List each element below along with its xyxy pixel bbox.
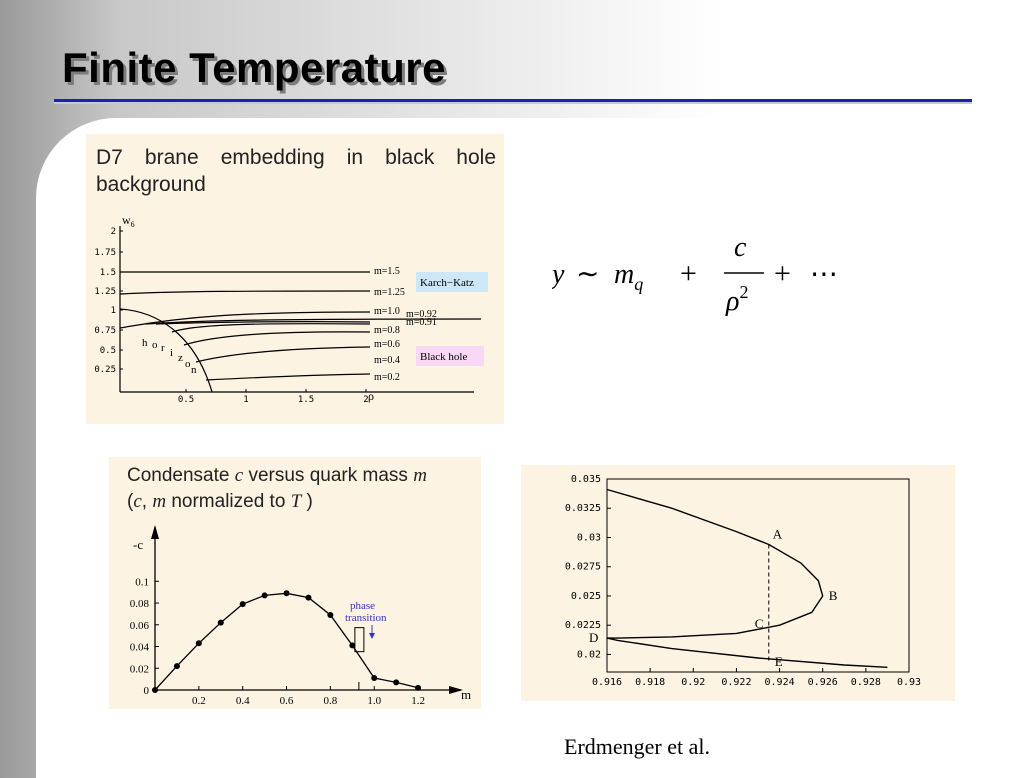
figure2-y-arrow bbox=[151, 525, 159, 539]
figure2-xtick-label: 0.2 bbox=[191, 695, 206, 707]
figure2-xtick-label: 1.0 bbox=[367, 695, 382, 707]
figure1-xtick-label: 1 bbox=[243, 395, 249, 405]
figure2-data-point bbox=[327, 612, 333, 618]
figure1-curve-m0.8 bbox=[172, 324, 370, 332]
figure2-xlabel: m bbox=[461, 687, 472, 702]
figure3-point-label: A bbox=[772, 526, 783, 542]
figure1-xtick-label: 0.5 bbox=[177, 395, 195, 405]
formula-plus-2: + bbox=[774, 257, 791, 290]
figure2-data-point bbox=[262, 592, 268, 598]
figure1-curve-label: m=0.4 bbox=[374, 355, 400, 366]
figure3-plot bbox=[521, 465, 955, 701]
formula-mq: $m_q$ bbox=[614, 259, 644, 294]
figure3-point-label: E bbox=[774, 653, 783, 669]
figure2-ytick-label: 0.08 bbox=[129, 598, 149, 611]
figure3-point-label: D bbox=[589, 630, 599, 646]
figure2-xtick-label: 0.6 bbox=[279, 695, 294, 707]
figure3-ytick-label: 0.035 bbox=[570, 474, 601, 485]
figure1-curve-label: m=0.92 bbox=[406, 309, 437, 320]
figure1-horizon-letter: h bbox=[142, 337, 148, 349]
figure1-horizon-letter: o bbox=[152, 339, 158, 351]
figure1-blackhole-label: Black hole bbox=[420, 351, 468, 363]
figure1-horizon-label bbox=[142, 337, 197, 376]
figure1-ytick-label: 0.5 bbox=[99, 346, 116, 356]
figure2-caption-line1: Condensate c versus quark mass m bbox=[127, 465, 427, 486]
figure2-data-point bbox=[218, 620, 224, 626]
figure3-point-label: B bbox=[828, 587, 838, 603]
figure1-curve-m0.6 bbox=[184, 332, 370, 345]
figure2-axes bbox=[130, 525, 463, 707]
figure2-data-point bbox=[174, 663, 180, 669]
figure1-horizon-letter: z bbox=[178, 352, 183, 364]
figure1-curve-label: m=1.5 bbox=[374, 266, 400, 277]
figure2-data-point bbox=[240, 601, 246, 607]
figure1-xlabel: ρ bbox=[368, 389, 374, 403]
figure1-xtick-label: 1.5 bbox=[297, 395, 315, 405]
figure2-annotation-arrowhead bbox=[369, 633, 375, 639]
figure3-xtick-label: 0.918 bbox=[635, 677, 666, 688]
figure1-xtick-label: 2 bbox=[363, 395, 369, 405]
figure1-ytick-label: 2 bbox=[110, 227, 116, 237]
formula-numerator: c bbox=[734, 232, 747, 263]
figure2-caption-line2: (c, m normalized to T ) bbox=[127, 491, 313, 512]
figure3-xtick-label: 0.926 bbox=[807, 677, 838, 688]
figure3-ytick-label: 0.03 bbox=[576, 532, 601, 544]
figure3-xtick-label: 0.922 bbox=[721, 677, 752, 688]
figure3-ytick-label: 0.025 bbox=[570, 590, 601, 602]
formula-lhs: y bbox=[552, 259, 565, 290]
figure2-ylabel: -c bbox=[133, 537, 144, 552]
figure2-data-point bbox=[152, 687, 158, 693]
figure1-curve-m1.25 bbox=[120, 291, 370, 294]
figure2-data-point bbox=[284, 590, 290, 596]
figure1-curve-label: m=1.0 bbox=[374, 306, 400, 317]
figure1-ytick-label: 1 bbox=[110, 306, 116, 316]
figure2-data-point bbox=[196, 640, 202, 646]
condensate-formula bbox=[552, 228, 872, 328]
figure2-data-point bbox=[305, 595, 311, 601]
figure2-data-point bbox=[415, 685, 421, 691]
formula-ellipsis: ⋯ bbox=[810, 257, 838, 290]
figure1-caption-line2: background bbox=[96, 173, 206, 196]
figure2-annotation-line1: phase bbox=[350, 600, 376, 612]
figure1-curve-label: m=0.8 bbox=[374, 325, 400, 336]
figure1-curve-label: m=0.2 bbox=[374, 372, 400, 383]
figure2-ytick-label: 0.04 bbox=[129, 641, 149, 654]
figure2-transition-box bbox=[355, 628, 364, 652]
figure1-curve-m0.2 bbox=[206, 374, 370, 380]
figure2-series-line bbox=[155, 593, 418, 690]
figure3-ytick-label: 0.0275 bbox=[564, 561, 601, 573]
figure-d7-embedding bbox=[86, 134, 504, 424]
figure2-ytick-label: 0 bbox=[143, 685, 149, 697]
figure3-ytick-label: 0.02 bbox=[576, 649, 601, 661]
figure3-ytick-label: 0.0325 bbox=[564, 503, 601, 515]
figure2-annotation-line2: transition bbox=[345, 612, 387, 624]
figure3-frame bbox=[607, 479, 909, 672]
figure2-ytick-label: 0.06 bbox=[129, 619, 149, 632]
figure1-horizon-letter: o bbox=[185, 358, 191, 370]
formula-sim: ∼ bbox=[576, 259, 600, 290]
figure2-data-point bbox=[371, 675, 377, 681]
figure1-karch-label: Karch−Katz bbox=[420, 277, 474, 289]
figure2-xtick-label: 1.2 bbox=[411, 695, 425, 707]
figure3-ytick-label: 0.0225 bbox=[564, 620, 601, 632]
figure1-caption-line1: D7 brane embedding in black hole bbox=[96, 146, 496, 169]
slide-title: Finite Temperature bbox=[62, 44, 446, 91]
figure1-horizon-letter: i bbox=[170, 347, 174, 359]
figure3-series-line bbox=[607, 490, 887, 668]
figure1-plot bbox=[86, 134, 504, 424]
figure3-point-label: C bbox=[754, 615, 764, 631]
figure2-xtick-label: 0.8 bbox=[323, 695, 338, 707]
credit-text: Erdmenger et al. bbox=[564, 734, 710, 759]
figure1-curve-label: m=0.91 bbox=[406, 317, 437, 328]
figure1-curve-label: m=1.25 bbox=[374, 287, 405, 298]
formula-plus-1: + bbox=[680, 257, 697, 290]
formula-denominator: $\rho^2$ bbox=[726, 282, 749, 317]
figure-phase-transition bbox=[521, 465, 955, 701]
figure2-data-point bbox=[393, 679, 399, 685]
figure2-ytick-label: 0.1 bbox=[135, 576, 149, 589]
figure3-xtick-label: 0.924 bbox=[764, 677, 795, 688]
figure3-xtick-label: 0.916 bbox=[591, 677, 623, 688]
title-underline bbox=[54, 99, 972, 102]
figure1-ytick-label: 1.25 bbox=[94, 287, 116, 297]
figure3-xtick-label: 0.93 bbox=[896, 677, 922, 688]
figure-condensate bbox=[109, 457, 481, 709]
figure2-xtick-label: 0.4 bbox=[235, 695, 250, 707]
figure3-xtick-label: 0.928 bbox=[850, 677, 881, 688]
figure1-ytick-label: 0.75 bbox=[94, 326, 116, 336]
figure2-ytick-label: 0.02 bbox=[129, 663, 149, 676]
figure2-marks bbox=[152, 590, 421, 693]
figure1-ytick-label: 0.25 bbox=[94, 365, 116, 375]
figure3-xtick-label: 0.92 bbox=[681, 677, 706, 688]
figure1-ytick-label: 1.5 bbox=[99, 268, 116, 278]
figure1-horizon-letter: r bbox=[161, 342, 165, 354]
figure2-plot bbox=[109, 457, 481, 709]
figure1-curve-label: m=0.6 bbox=[374, 339, 400, 350]
figure1-ylabel: $w_6$ bbox=[122, 213, 135, 229]
figure1-horizon-letter: n bbox=[191, 364, 197, 376]
figure1-ytick-label: 1.75 bbox=[94, 248, 116, 258]
figure1-curve-m0.4 bbox=[196, 347, 370, 362]
